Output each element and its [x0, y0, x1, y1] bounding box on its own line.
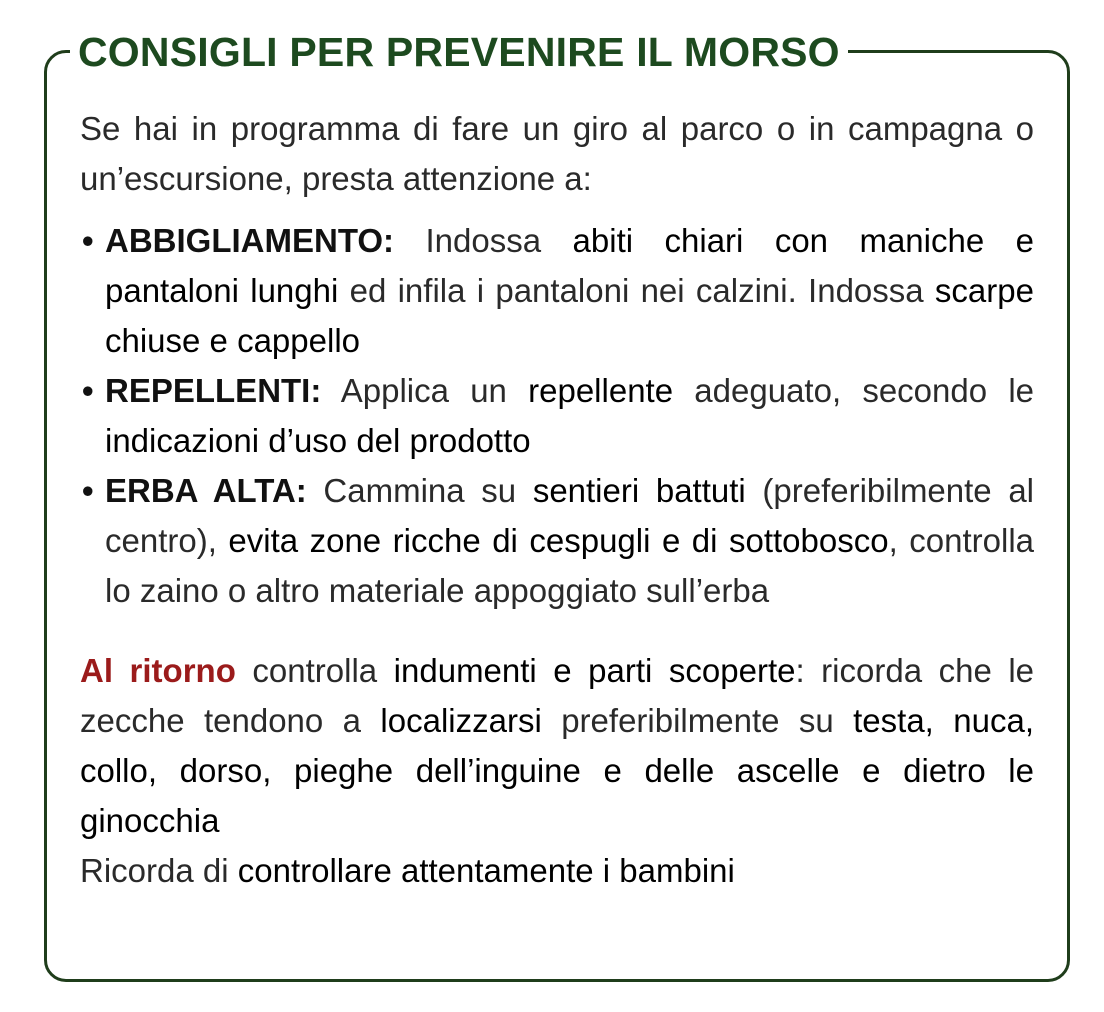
- item-emphasis: scarpe chiuse e cappello: [105, 272, 1034, 359]
- item-emphasis: abiti chiari con maniche e pantaloni lunghi: [105, 222, 1034, 309]
- reminder-paragraph: [80, 846, 1034, 896]
- item-text: Applica un: [321, 372, 529, 409]
- return-lead: Al ritorno: [80, 652, 236, 689]
- item-emphasis: repellente: [528, 372, 674, 409]
- item-text: ed infila i pantaloni nei calzini. Indossa: [338, 272, 935, 309]
- list-item: [80, 466, 1034, 616]
- return-emphasis: testa, nuca, collo, dorso, pieghe dell’inguine e delle ascelle e dietro le ginocchia: [80, 702, 1034, 839]
- bullet-list: [80, 216, 1034, 616]
- item-text: (preferibilmente al centro),: [105, 472, 1035, 559]
- item-label: ABBIGLIAMENTO:: [105, 222, 395, 259]
- item-emphasis: indicazioni d’uso del prodotto: [105, 422, 531, 459]
- return-text: : ricorda che le zecche tendono a: [80, 652, 1035, 739]
- item-text: adeguato, secondo le: [673, 372, 1034, 409]
- item-text: Indossa: [394, 222, 573, 259]
- list-item: [80, 366, 1034, 466]
- return-text: preferibilmente su: [541, 702, 854, 739]
- bullet-icon: •: [82, 472, 94, 509]
- item-text: , controlla lo zaino o altro materiale appoggiato sull’erba: [105, 522, 1035, 609]
- item-emphasis: evita zone ricche di cespugli e di sottobosco: [228, 522, 889, 559]
- item-label: ERBA ALTA:: [105, 472, 307, 509]
- list-item: [80, 216, 1034, 366]
- bullet-icon: •: [82, 222, 94, 259]
- return-text: controlla: [235, 652, 394, 689]
- return-emphasis: localizzarsi: [380, 702, 542, 739]
- intro-text: Se hai in programma di fare un giro al parco o in campagna o un’escursione, presta attenzione a:: [80, 110, 1034, 197]
- reminder-emphasis: controllare attentamente i bambini: [237, 852, 735, 889]
- reminder-text: Ricorda di: [80, 852, 238, 889]
- return-paragraph: [80, 646, 1034, 846]
- item-text: Cammina su: [306, 472, 533, 509]
- bullet-icon: •: [82, 372, 94, 409]
- panel-title: CONSIGLI PER PREVENIRE IL MORSO: [70, 28, 848, 76]
- panel-content: [80, 104, 1034, 896]
- item-emphasis: sentieri battuti: [532, 472, 746, 509]
- item-label: REPELLENTI:: [105, 372, 322, 409]
- return-emphasis: indumenti e parti scoperte: [393, 652, 796, 689]
